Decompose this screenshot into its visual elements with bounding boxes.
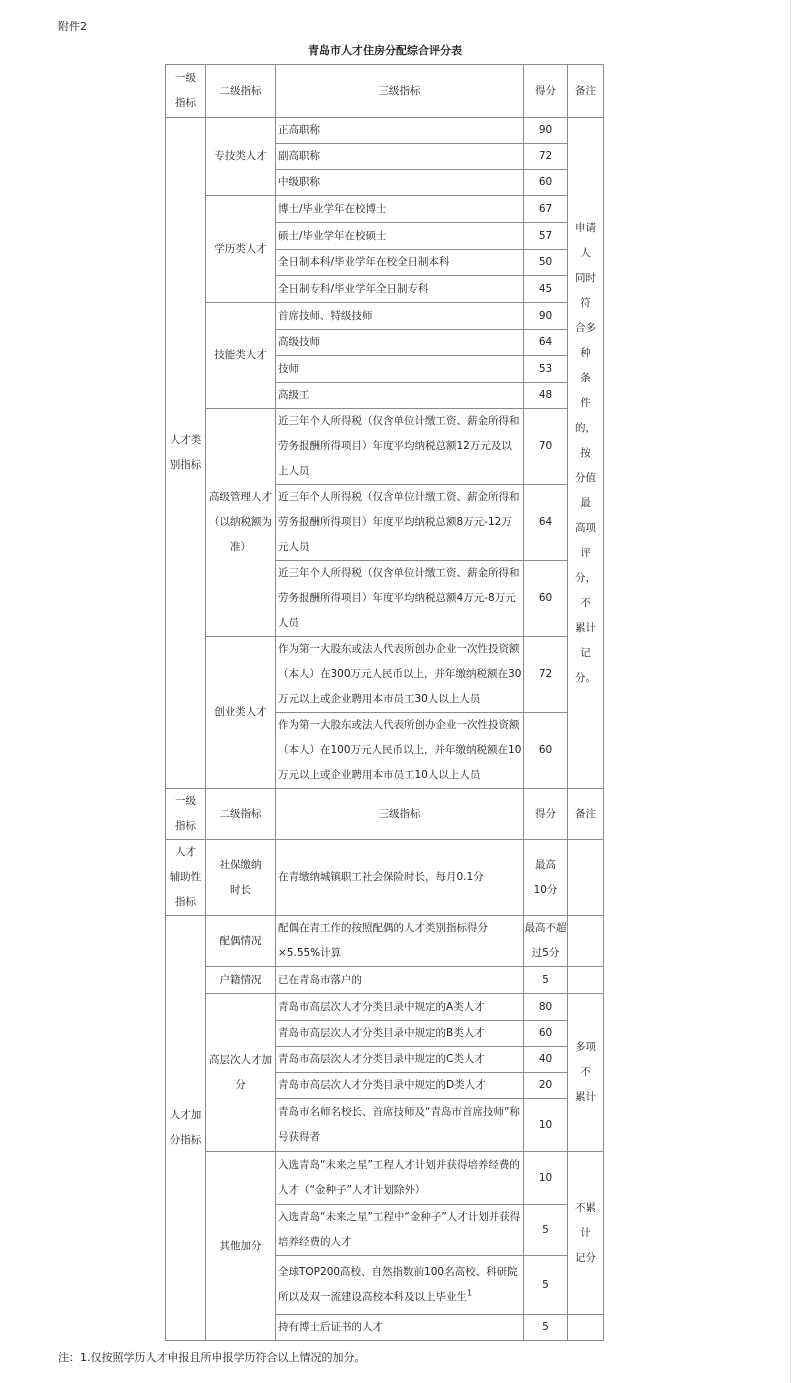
score: 64 — [524, 330, 568, 356]
l3-item: 青岛市高层次人才分类目录中规定的C类人才 — [276, 1047, 524, 1073]
score: 40 — [524, 1047, 568, 1073]
remark-empty — [568, 840, 604, 916]
table-row — [166, 967, 604, 994]
l3-item: 高级技师 — [276, 330, 524, 356]
header-score: 得分 — [524, 65, 568, 118]
l3-item: 青岛市高层次人才分类目录中规定的A类人才 — [276, 994, 524, 1021]
score: 5 — [524, 1256, 568, 1315]
header-score: 得分 — [524, 789, 568, 840]
attachment-label: 附件2 — [58, 20, 87, 33]
l3-item: 作为第一大股东或法人代表所创办企业一次性投资额（本人）在300万元人民币以上，并年缴纳税额在30万元以上或企业聘用本市员工30人以上人员 — [276, 637, 524, 713]
l3-item: 配偶在青工作的按照配偶的人才类别指标得分×5.55%计算 — [276, 916, 524, 967]
l2-high-level: 高层次人才加 分 — [206, 994, 276, 1152]
l3-item: 持有博士后证书的人才 — [276, 1315, 524, 1341]
document-body — [0, 44, 790, 1365]
score: 72 — [524, 637, 568, 713]
l3-item: 在青缴纳城镇职工社会保险时长，每月0.1分 — [276, 840, 524, 916]
header-remark: 备注 — [568, 789, 604, 840]
table-row — [166, 840, 604, 916]
score: 60 — [524, 713, 568, 789]
table-row — [166, 409, 604, 485]
score: 最高不超 过5分 — [524, 916, 568, 967]
score: 57 — [524, 223, 568, 250]
l2-social-insurance: 社保缴纳 时长 — [206, 840, 276, 916]
table-row — [166, 916, 604, 967]
l2-hukou: 户籍情况 — [206, 967, 276, 994]
score: 48 — [524, 383, 568, 409]
l2-other: 其他加分 — [206, 1152, 276, 1341]
score: 20 — [524, 1073, 568, 1099]
score: 90 — [524, 303, 568, 330]
header-l3: 三级指标 — [276, 789, 524, 840]
l3-item: 近三年个人所得税（仅含单位计缴工资、薪金所得和劳务报酬所得项目）年度平均纳税总额4万元-8万元人员 — [276, 561, 524, 637]
footnote-marker: 1 — [467, 1288, 473, 1298]
l3-item-text: 全球TOP200高校、自然指数前100名高校、科研院所以及双一流建设高校本科及以上毕业生 — [278, 1266, 518, 1303]
l3-item: 技师 — [276, 356, 524, 383]
header-l2: 二级指标 — [206, 65, 276, 118]
l3-item: 已在青岛市落户的 — [276, 967, 524, 994]
l3-item: 首席技师、特级技师 — [276, 303, 524, 330]
l3-item: 入选青岛“未来之星”工程人才计划并获得培养经费的人才（“金种子”人才计划除外） — [276, 1152, 524, 1205]
score: 70 — [524, 409, 568, 485]
header-row-repeat — [166, 789, 604, 840]
score: 60 — [524, 170, 568, 196]
l3-item: 青岛市高层次人才分类目录中规定的D类人才 — [276, 1073, 524, 1099]
remark-category: 申请人 同时符 合多种 条 件 的，按 分值最 高项评 分，不 累计记 分。 — [568, 118, 604, 789]
l2-skills: 技能类人才 — [206, 303, 276, 409]
score: 最高 10分 — [524, 840, 568, 916]
table-row — [166, 1152, 604, 1205]
score: 45 — [524, 276, 568, 303]
table-row — [166, 196, 604, 223]
remark-empty — [568, 1315, 604, 1341]
score: 53 — [524, 356, 568, 383]
score: 60 — [524, 561, 568, 637]
header-l3: 三级指标 — [276, 65, 524, 118]
l3-item: 近三年个人所得税（仅含单位计缴工资、薪金所得和劳务报酬所得项目）年度平均纳税总额8万元-12万元人员 — [276, 485, 524, 561]
l1-category: 人才类 别指标 — [166, 118, 206, 789]
score: 5 — [524, 1205, 568, 1256]
l3-item: 青岛市名师名校长、首席技师及“青岛市首席技师”称号获得者 — [276, 1099, 524, 1152]
l3-item: 全日制专科/毕业学年全日制专科 — [276, 276, 524, 303]
l2-management: 高级管理人才 （以纳税额为 准） — [206, 409, 276, 637]
header-l1: 一级 指标 — [166, 65, 206, 118]
l3-item: 全日制本科/毕业学年在校全日制本科 — [276, 250, 524, 276]
header-row — [166, 65, 604, 118]
score: 64 — [524, 485, 568, 561]
l3-item: 中级职称 — [276, 170, 524, 196]
document-title: 青岛市人才住房分配综合评分表 — [308, 44, 462, 57]
score: 50 — [524, 250, 568, 276]
score: 10 — [524, 1099, 568, 1152]
page-edge — [790, 0, 791, 1383]
score: 5 — [524, 1315, 568, 1341]
l2-professional: 专技类人才 — [206, 118, 276, 196]
l2-education: 学历类人才 — [206, 196, 276, 303]
l1-bonus: 人才加 分指标 — [166, 916, 206, 1341]
score: 72 — [524, 144, 568, 170]
header-l2: 二级指标 — [206, 789, 276, 840]
l3-item: 作为第一大股东或法人代表所创办企业一次性投资额（本人）在100万元人民币以上，并年缴纳税额在10万元以上或企业聘用本市员工10人以上人员 — [276, 713, 524, 789]
l3-item: 正高职称 — [276, 118, 524, 144]
l3-item: 高级工 — [276, 383, 524, 409]
table-row — [166, 637, 604, 713]
l3-item: 博士/毕业学年在校博士 — [276, 196, 524, 223]
score: 5 — [524, 967, 568, 994]
footnote: 注：1.仅按照学历人才申报且所申报学历符合以上情况的加分。 — [58, 1351, 366, 1364]
table-row — [166, 303, 604, 330]
header-l1: 一级 指标 — [166, 789, 206, 840]
table-row — [166, 994, 604, 1021]
header-remark: 备注 — [568, 65, 604, 118]
l3-item: 近三年个人所得税（仅含单位计缴工资、薪金所得和劳务报酬所得项目）年度平均纳税总额12万元及以上人员 — [276, 409, 524, 485]
scoring-table — [165, 64, 604, 1341]
remark-other: 不累计 记分 — [568, 1152, 604, 1315]
remark-empty — [568, 916, 604, 967]
l1-auxiliary: 人才 辅助性 指标 — [166, 840, 206, 916]
score: 10 — [524, 1152, 568, 1205]
l2-spouse: 配偶情况 — [206, 916, 276, 967]
l3-item: 青岛市高层次人才分类目录中规定的B类人才 — [276, 1021, 524, 1047]
remark-empty — [568, 967, 604, 994]
score: 60 — [524, 1021, 568, 1047]
remark-high-level: 多项不 累计 — [568, 994, 604, 1152]
l3-item — [276, 1256, 524, 1315]
table-row — [166, 118, 604, 144]
l3-item: 副高职称 — [276, 144, 524, 170]
l3-item: 入选青岛“未来之星”工程中“金种子”人才计划并获得培养经费的人才 — [276, 1205, 524, 1256]
score: 80 — [524, 994, 568, 1021]
score: 90 — [524, 118, 568, 144]
score: 67 — [524, 196, 568, 223]
l3-item: 硕士/毕业学年在校硕士 — [276, 223, 524, 250]
l2-entrepreneur: 创业类人才 — [206, 637, 276, 789]
